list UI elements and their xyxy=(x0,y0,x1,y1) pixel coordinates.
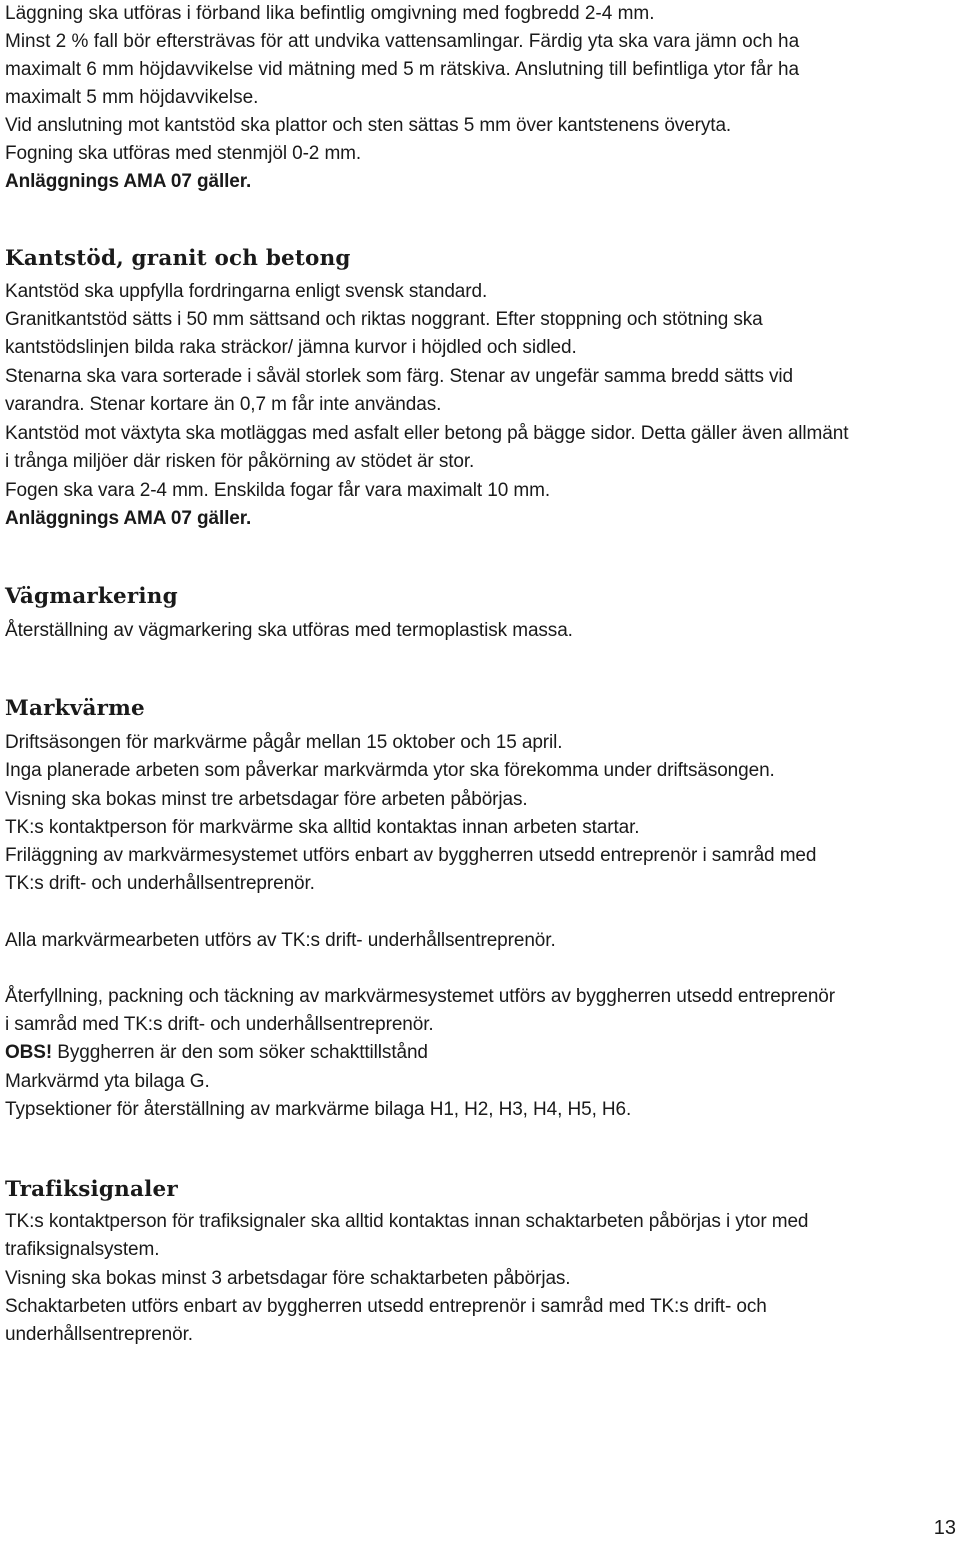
markvarme-line: Visning ska bokas minst tre arbetsdagar före arbeten påbörjas. xyxy=(5,789,528,810)
section-heading-markvarme: Markvärme xyxy=(5,696,145,721)
markvarme-line: Typsektioner för återställning av markvärme bilaga H1, H2, H3, H4, H5, H6. xyxy=(5,1099,632,1120)
kantstod-line: Fogen ska vara 2-4 mm. Enskilda fogar får vara maximalt 10 mm. xyxy=(5,480,550,501)
markvarme-line: TK:s drift- och underhållsentreprenör. xyxy=(5,873,315,894)
section-heading-kantstod: Kantstöd, granit och betong xyxy=(5,246,351,271)
kantstod-line: kantstödslinjen bilda raka sträckor/ jämna kurvor i höjdled och sidled. xyxy=(5,337,577,358)
intro-line: Minst 2 % fall bör eftersträvas för att undvika vattensamlingar. Färdig yta ska vara jämn och ha xyxy=(5,31,800,52)
markvarme-line: Markvärmd yta bilaga G. xyxy=(5,1071,210,1092)
markvarme-paragraph: Alla markvärmearbeten utförs av TK:s drift- underhållsentreprenör. xyxy=(5,930,556,951)
markvarme-line: i samråd med TK:s drift- och underhållsentreprenör. xyxy=(5,1014,434,1035)
page-number: 13 xyxy=(933,1517,956,1539)
ama-reference: Anläggnings AMA 07 gäller. xyxy=(5,508,252,529)
section-heading-trafiksignaler: Trafiksignaler xyxy=(5,1177,178,1202)
intro-line: Läggning ska utföras i förband lika befintlig omgivning med fogbredd 2-4 mm. xyxy=(5,3,655,24)
obs-text: Byggherren är den som söker schakttillstånd xyxy=(52,1042,428,1063)
intro-line: maximalt 5 mm höjdavvikelse. xyxy=(5,87,259,108)
intro-line: Fogning ska utföras med stenmjöl 0-2 mm. xyxy=(5,143,362,164)
kantstod-line: Kantstöd ska uppfylla fordringarna enligt svensk standard. xyxy=(5,281,488,302)
obs-label: OBS! xyxy=(5,1042,53,1063)
markvarme-line: Friläggning av markvärmesystemet utförs enbart av byggherren utsedd entreprenör i samråd med xyxy=(5,845,817,866)
trafiksignaler-line: trafiksignalsystem. xyxy=(5,1239,160,1260)
markvarme-line: Driftsäsongen för markvärme pågår mellan 15 oktober och 15 april. xyxy=(5,732,563,753)
trafiksignaler-line: underhållsentreprenör. xyxy=(5,1324,193,1345)
kantstod-line: Kantstöd mot växtyta ska motläggas med asfalt eller betong på bägge sidor. Detta gäller även allmänt xyxy=(5,423,849,444)
markvarme-line: Inga planerade arbeten som påverkar markvärmda ytor ska förekomma under driftsäsongen. xyxy=(5,760,775,781)
markvarme-line: Återfyllning, packning och täckning av markvärmesystemet utförs av byggherren utsedd entreprenör xyxy=(5,986,835,1007)
trafiksignaler-line: Schaktarbeten utförs enbart av byggherren utsedd entreprenör i samråd med TK:s drift- och xyxy=(5,1296,767,1317)
trafiksignaler-line: Visning ska bokas minst 3 arbetsdagar före schaktarbeten påbörjas. xyxy=(5,1268,571,1289)
trafiksignaler-line: TK:s kontaktperson för trafiksignaler ska alltid kontaktas innan schaktarbeten påbörjas i ytor med xyxy=(5,1211,809,1232)
intro-line: Vid anslutning mot kantstöd ska plattor och sten sättas 5 mm över kantstenens överyta. xyxy=(5,115,732,136)
obs-note xyxy=(5,1039,428,1067)
kantstod-line: Granitkantstöd sätts i 50 mm sättsand och riktas noggrant. Efter stoppning och stötning ska xyxy=(5,309,763,330)
markvarme-line: TK:s kontaktperson för markvärme ska alltid kontaktas innan arbeten startar. xyxy=(5,817,640,838)
kantstod-line: i trånga miljöer där risken för påkörning av stödet är stor. xyxy=(5,451,475,472)
intro-line: maximalt 6 mm höjdavvikelse vid mätning med 5 m rätskiva. Anslutning till befintliga ytor får ha xyxy=(5,59,800,80)
vagmarkering-line: Återställning av vägmarkering ska utföras med termoplastisk massa. xyxy=(5,620,573,641)
section-heading-vagmarkering: Vägmarkering xyxy=(5,584,178,609)
ama-reference: Anläggnings AMA 07 gäller. xyxy=(5,171,252,192)
kantstod-line: varandra. Stenar kortare än 0,7 m får inte användas. xyxy=(5,394,442,415)
kantstod-line: Stenarna ska vara sorterade i såväl storlek som färg. Stenar av ungefär samma bredd sätts vid xyxy=(5,366,794,387)
